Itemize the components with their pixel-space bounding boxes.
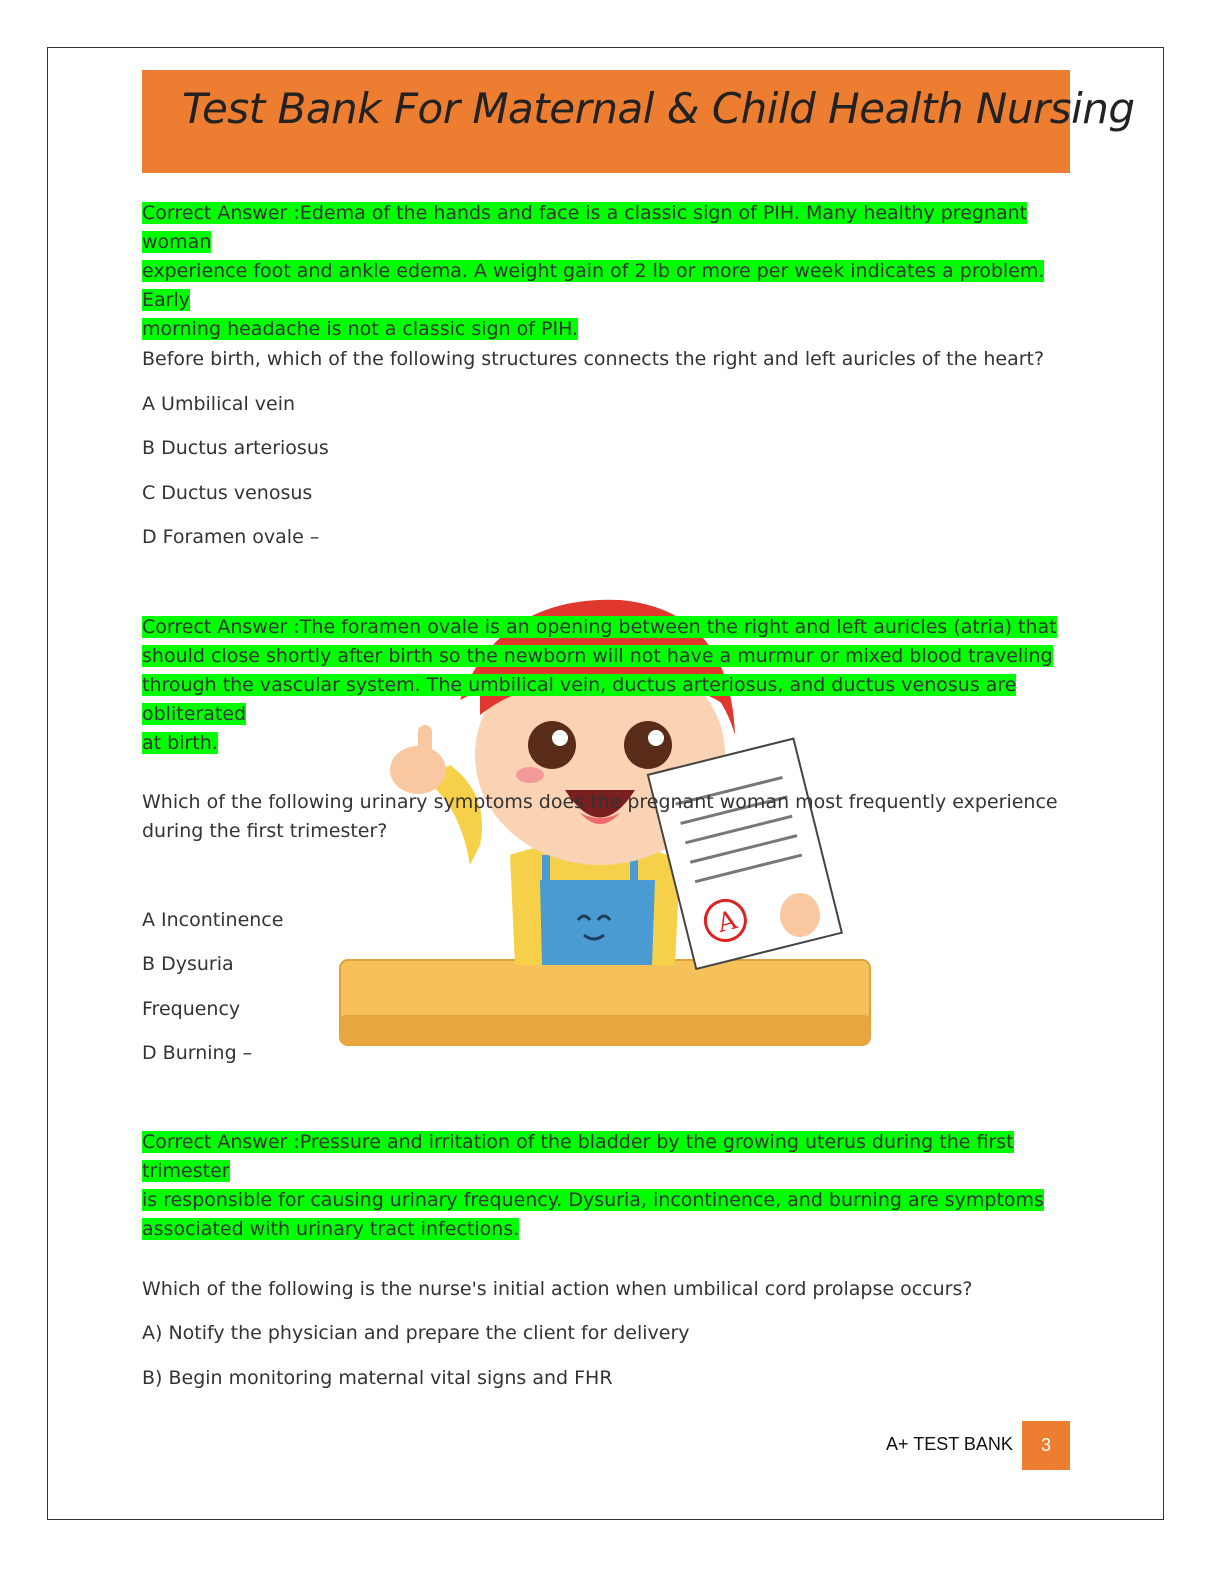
option-a: A Incontinence [142, 909, 284, 931]
header-band [142, 70, 1135, 173]
graded-paper [648, 739, 842, 969]
question-3: Which of the following is the nurse's initial action when umbilical cord prolapse occurs? [142, 1278, 973, 1300]
answer-line: experience foot and ankle edema. A weight gain of 2 lb or more per week indicates a problem. Early [142, 260, 1045, 311]
answer-line: morning headache is not a classic sign of PIH. [142, 318, 579, 340]
option-c: Frequency [142, 998, 241, 1020]
answer-line: Correct Answer :Edema of the hands and face is a classic sign of PIH. Many healthy pregnant woman [142, 202, 1028, 253]
option-d: D Burning – [142, 1042, 253, 1064]
question-2-line-1: Which of the following urinary symptoms does the pregnant woman most frequently experience [142, 791, 1058, 813]
answer-line: should close shortly after birth so the newborn will not have a murmur or mixed blood traveling [142, 645, 1053, 667]
page-number: 3 [1022, 1421, 1070, 1470]
option-a: A) Notify the physician and prepare the client for delivery [142, 1322, 690, 1344]
question-1: Before birth, which of the following structures connects the right and left auricles of the heart? [142, 348, 1045, 370]
answer-line: Correct Answer :The foramen ovale is an opening between the right and left auricles (atria) that [142, 616, 1057, 638]
correct-answer-1 [142, 199, 1072, 344]
page-title: Test Bank For Maternal & Child Health Nursing [182, 84, 1135, 133]
option-b: B Ductus arteriosus [142, 437, 329, 459]
answer-line: through the vascular system. The umbilical vein, ductus arteriosus, and ductus venosus are obliterated [142, 674, 1017, 725]
answer-line: Correct Answer :Pressure and irritation of the bladder by the growing uterus during the first trimester [142, 1131, 1014, 1182]
answer-line: is responsible for causing urinary frequency. Dysuria, incontinence, and burning are symptoms [142, 1189, 1044, 1211]
option-b: B) Begin monitoring maternal vital signs and FHR [142, 1367, 613, 1389]
question-2-line-2: during the first trimester? [142, 820, 388, 842]
option-a: A Umbilical vein [142, 393, 296, 415]
option-d: D Foramen ovale – [142, 526, 320, 548]
grade-letter: A [714, 905, 740, 939]
answer-line: associated with urinary tract infections. [142, 1218, 520, 1240]
option-b: B Dysuria [142, 953, 234, 975]
answer-line: at birth. [142, 732, 218, 754]
overalls [540, 880, 655, 965]
footer-label: A+ TEST BANK [886, 1434, 1013, 1454]
correct-answer-2 [142, 613, 1072, 758]
correct-answer-3 [142, 1128, 1072, 1244]
hand-holding-paper [780, 893, 820, 937]
option-c: C Ductus venosus [142, 482, 313, 504]
